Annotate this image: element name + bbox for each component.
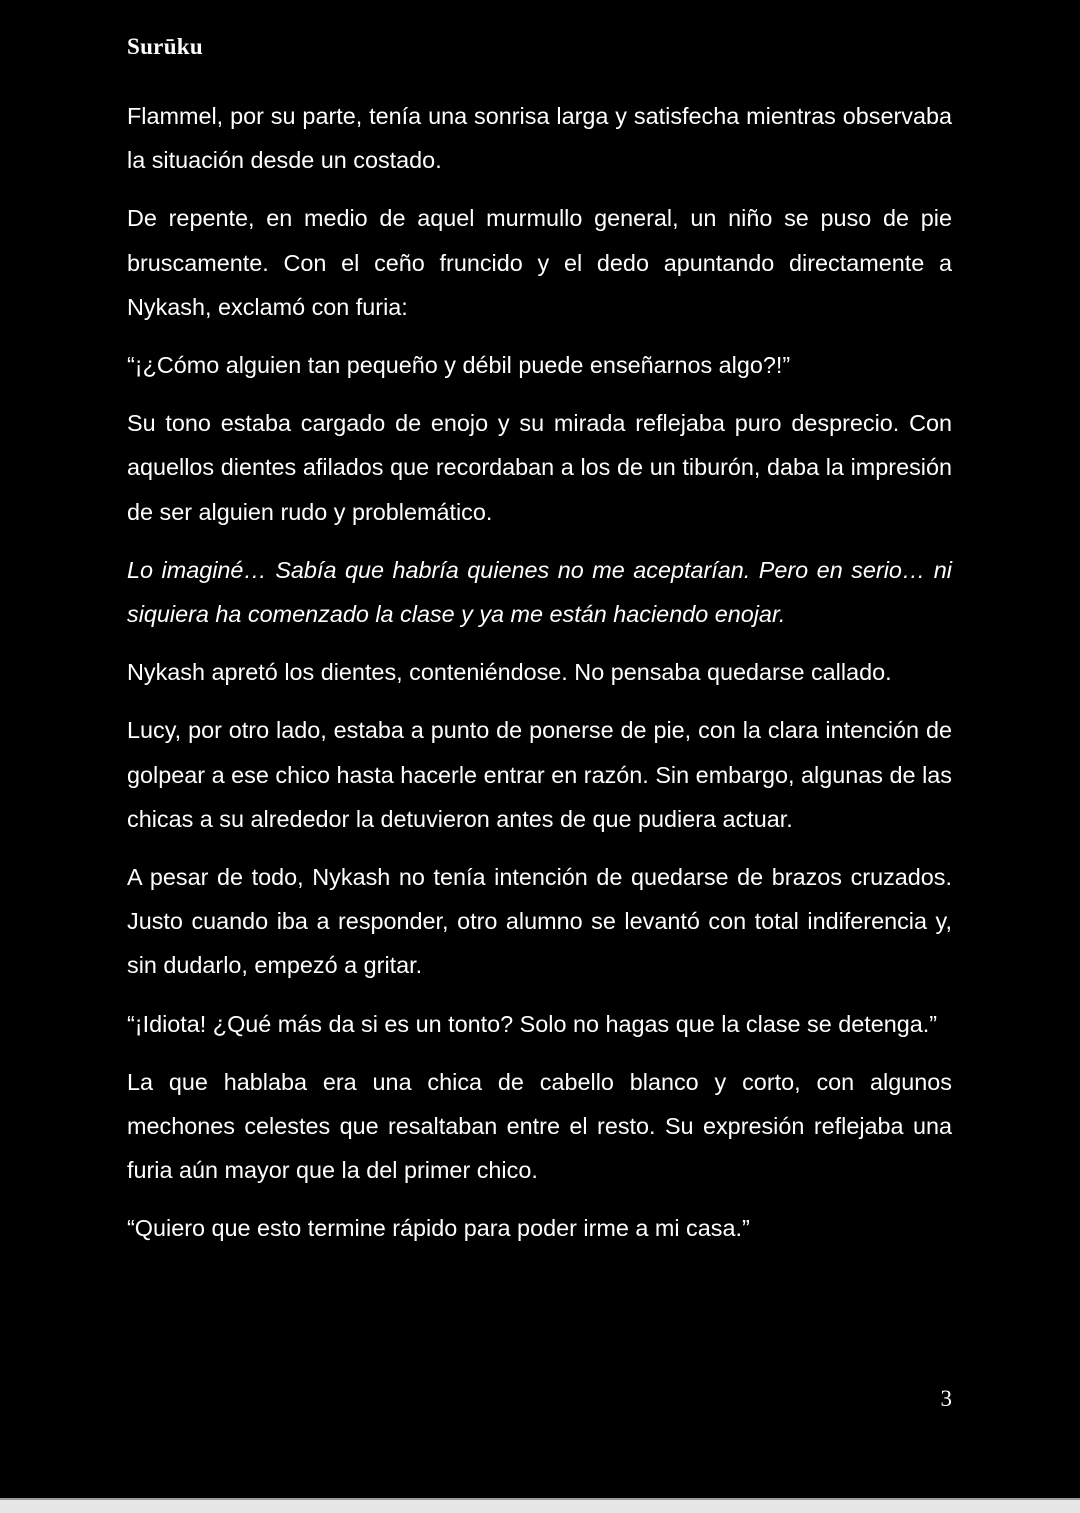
paragraph: Flammel, por su parte, tenía una sonrisa larga y satisfecha mientras observaba la situación desde un costado. [127,103,952,174]
dialogue-paragraph: “Quiero que esto termine rápido para poder irme a mi casa.” [127,1215,750,1242]
dialogue-paragraph: “¡Idiota! ¿Qué más da si es un tonto? Solo no hagas que la clase se detenga.” [127,1010,938,1037]
inner-thought-paragraph: Lo imaginé… Sabía que habría quienes no me aceptarían. Pero en serio… ni siquiera ha comenzado la clase y ya me están haciendo enojar. [127,556,952,628]
running-header-title: Surūku [127,34,203,59]
page-bottom-edge [0,1498,1080,1513]
paragraph: Nykash apretó los dientes, conteniéndose. No pensaba quedarse callado. [127,659,892,686]
paragraph: A pesar de todo, Nykash no tenía intención de quedarse de brazos cruzados. Justo cuando iba a responder, otro alumno se levantó con total indiferencia y, sin dudarlo, empezó a gritar. [127,864,952,979]
paragraph: Lucy, por otro lado, estaba a punto de ponerse de pie, con la clara intención de golpear a ese chico hasta hacerle entrar en razón. Sin embargo, algunas de las chicas a su alrededor la detuvieron antes de que pudiera actuar. [127,717,952,832]
page-number: 3 [940,1386,952,1411]
paragraph: Su tono estaba cargado de enojo y su mirada reflejaba puro desprecio. Con aquellos dientes afilados que recordaban a los de un tiburón, daba la impresión de ser alguien rudo y problemático. [127,410,952,525]
body-text [127,94,952,1265]
paragraph: De repente, en medio de aquel murmullo general, un niño se puso de pie bruscamente. Con el ceño fruncido y el dedo apuntando directamente a Nykash, exclamó con furia: [127,205,952,320]
dialogue-paragraph: “¡¿Cómo alguien tan pequeño y débil puede enseñarnos algo?!” [127,352,791,379]
paragraph: La que hablaba era una chica de cabello blanco y corto, con algunos mechones celestes que resaltaban entre el resto. Su expresión reflejaba una furia aún mayor que la del primer chico. [127,1068,952,1184]
